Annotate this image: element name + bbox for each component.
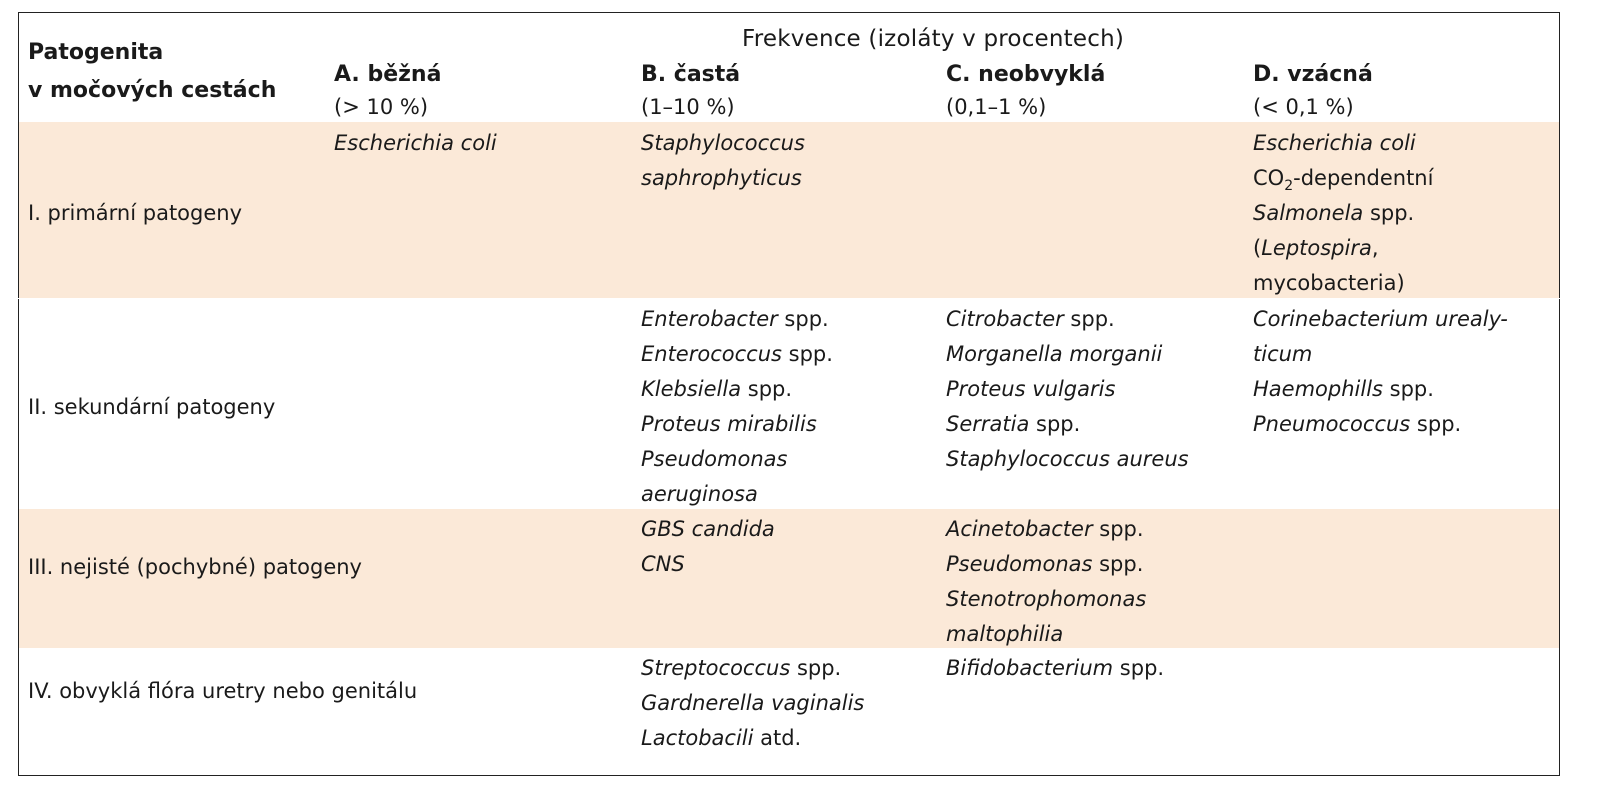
column-header-b: B. častá	[641, 62, 741, 87]
organism-genus: Pseudomonas	[946, 552, 1093, 576]
organism-suffix: spp.	[1113, 656, 1165, 680]
organism-entry	[946, 407, 1189, 442]
organism-genus: Corinebacterium urealy-	[1253, 307, 1508, 331]
organism-entry	[946, 372, 1189, 407]
organism-entry	[946, 512, 1146, 547]
co2-text: CO	[1253, 166, 1285, 190]
organism-genus: Haemophills	[1253, 377, 1383, 401]
row-label-line: III. nejisté (pochybné)	[28, 555, 257, 579]
organism-genus: Leptospira	[1261, 236, 1372, 260]
row-label-line: patogeny	[262, 555, 362, 579]
organism-entry	[641, 721, 864, 756]
organism-genus: Bifidobacterium	[946, 656, 1114, 680]
organism-suffix: spp.	[1092, 552, 1144, 576]
organism-genus: Staphylococcus aureus	[946, 447, 1189, 471]
organism-suffix: spp.	[781, 342, 833, 366]
organism-entry	[641, 477, 833, 512]
row-label-secondary	[28, 390, 275, 425]
pathogenicity-header-line1: Patogenita	[28, 40, 164, 65]
column-range-c: (0,1–1 %)	[946, 95, 1047, 119]
organism-name: Staphylococcus	[641, 131, 805, 155]
cell-primary-b	[641, 126, 805, 196]
organism-entry	[946, 442, 1189, 477]
cell-uncertain-c	[946, 512, 1146, 652]
organism-entry	[946, 582, 1146, 617]
organism-entry	[1253, 302, 1508, 337]
organism-entry	[641, 512, 775, 547]
organism-suffix: spp.	[1063, 307, 1115, 331]
organism-suffix: spp.	[790, 656, 842, 680]
organism-genus: aeruginosa	[641, 482, 758, 506]
cell-secondary-b	[641, 302, 833, 512]
paren-open: (	[1253, 236, 1262, 260]
organism-suffix: atd.	[753, 726, 802, 750]
organism-entry	[1253, 372, 1508, 407]
organism-genus: Streptococcus	[641, 656, 791, 680]
column-header-c: C. neobvyklá	[946, 62, 1106, 87]
organism-suffix: spp.	[1029, 412, 1081, 436]
co2-subscript: 2	[1284, 178, 1294, 195]
cell-secondary-d	[1253, 302, 1508, 442]
row-label-line: IV. obvyklá flóra uretry	[28, 679, 266, 703]
organism-genus: Pneumococcus	[1253, 412, 1411, 436]
organism-entry	[641, 442, 833, 477]
frequency-title: Frekvence (izoláty v procentech)	[742, 26, 1125, 52]
organism-genus: Acinetobacter	[946, 517, 1093, 541]
organism-suffix: spp.	[1363, 201, 1415, 225]
organism-entry	[946, 547, 1146, 582]
organism-name	[1253, 196, 1433, 231]
organism-entry	[641, 302, 833, 337]
organism-suffix: ,	[1371, 236, 1379, 260]
cell-primary-d	[1253, 126, 1433, 301]
cell-secondary-c	[946, 302, 1189, 477]
organism-entry	[641, 547, 775, 582]
organism-suffix: spp.	[1382, 377, 1434, 401]
organism-genus: Lactobacili	[641, 726, 754, 750]
organism-genus: Citrobacter	[946, 307, 1064, 331]
organism-entry	[641, 372, 833, 407]
organism-suffix: spp.	[741, 377, 793, 401]
organism-genus: Enterobacter	[641, 307, 778, 331]
cell-normal-flora-b	[641, 651, 864, 756]
row-label-uncertain	[28, 550, 362, 585]
organism-genus: Klebsiella	[641, 377, 742, 401]
cell-uncertain-b	[641, 512, 775, 582]
organism-entry	[641, 407, 833, 442]
organism-entry	[946, 302, 1189, 337]
organism-entry	[641, 337, 833, 372]
row-label-normal-flora	[28, 674, 417, 709]
organism-entry	[641, 686, 864, 721]
cell-primary-a	[334, 126, 497, 161]
organism-suffix: spp.	[1410, 412, 1462, 436]
organism-genus: Salmonela	[1253, 201, 1364, 225]
organism-entry	[946, 651, 1164, 686]
organism-name: Escherichia coli	[1253, 131, 1416, 155]
organism-suffix: spp.	[1092, 517, 1144, 541]
co2-suffix: -dependentní	[1293, 166, 1434, 190]
organism-genus: maltophilia	[946, 622, 1064, 646]
organism-entry	[641, 651, 864, 686]
organism-name: Escherichia coli	[334, 131, 497, 155]
organism-genus: GBS candida	[641, 517, 775, 541]
organism-genus: CNS	[641, 552, 685, 576]
organism-genus: Gardnerella vaginalis	[641, 691, 865, 715]
row-label-line: II. sekundární patogeny	[28, 395, 276, 419]
column-range-b: (1–10 %)	[641, 95, 735, 119]
organism-entry	[1253, 337, 1508, 372]
row-divider	[18, 298, 1560, 299]
organism-entry	[1253, 407, 1508, 442]
column-range-a: (> 10 %)	[334, 95, 429, 119]
column-header-d: D. vzácná	[1253, 62, 1373, 87]
cell-normal-flora-c	[946, 651, 1164, 686]
organism-name	[1253, 161, 1433, 196]
organism-genus: Proteus mirabilis	[641, 412, 817, 436]
row-label-line: I. primární patogeny	[28, 201, 243, 225]
organism-suffix: spp.	[777, 307, 829, 331]
organism-genus: Serratia	[946, 412, 1030, 436]
organism-name: mycobacteria)	[1253, 271, 1405, 295]
organism-genus: Morganella morganii	[946, 342, 1163, 366]
pathogenicity-header-line2: v močových cestách	[28, 78, 277, 103]
organism-entry	[946, 337, 1189, 372]
column-range-d: (< 0,1 %)	[1253, 95, 1354, 119]
organism-genus: Stenotrophomonas	[946, 587, 1147, 611]
organism-name	[1253, 231, 1433, 266]
organism-entry	[946, 617, 1146, 652]
row-label-line: nebo genitálu	[272, 679, 418, 703]
organism-genus: Pseudomonas	[641, 447, 788, 471]
organism-genus: ticum	[1253, 342, 1313, 366]
organism-genus: Enterococcus	[641, 342, 782, 366]
row-label-primary	[28, 196, 242, 231]
organism-name: saphrophyticus	[641, 166, 802, 190]
column-header-a: A. běžná	[334, 62, 442, 87]
organism-genus: Proteus vulgaris	[946, 377, 1116, 401]
